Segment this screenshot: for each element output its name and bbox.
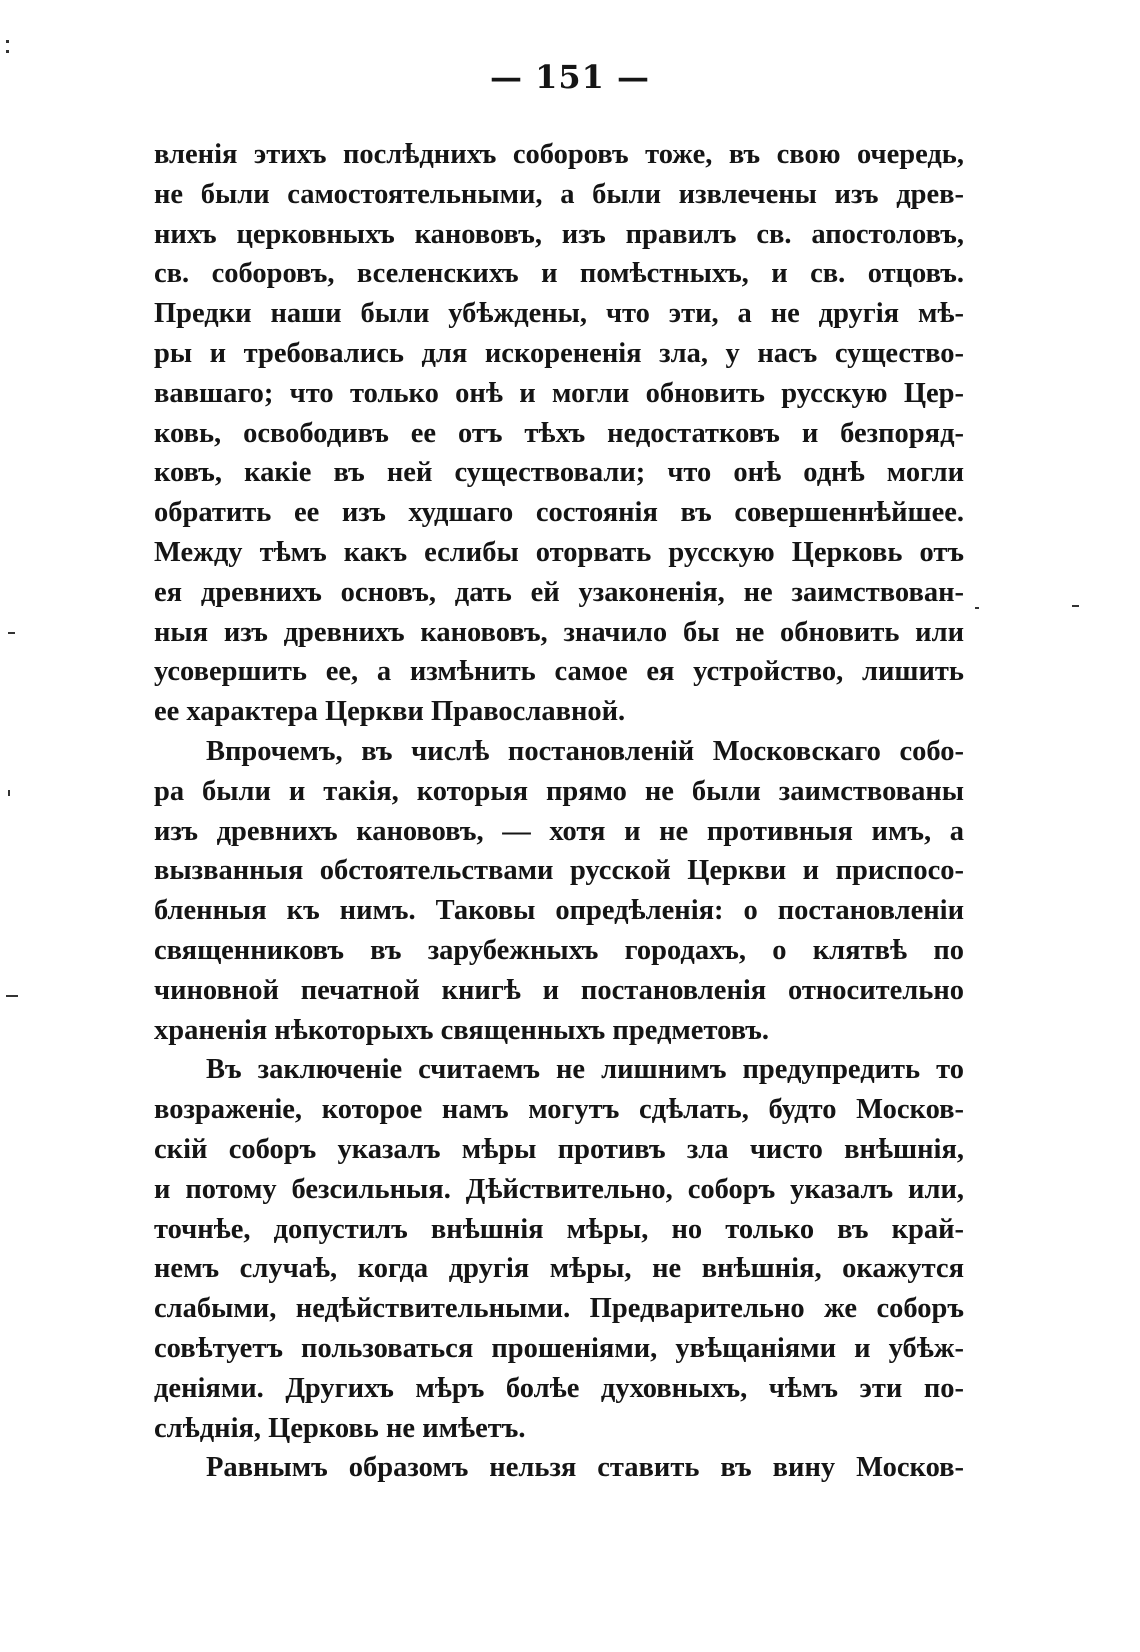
- scan-speck: [8, 632, 15, 634]
- text-line: слабыми, недѣйствительными. Предварительно же соборъ: [154, 1293, 964, 1325]
- scan-speck: [6, 995, 18, 997]
- scan-speck: [1072, 605, 1079, 607]
- text-line: вавшаго; что только онѣ и могли обновить русскую Цер-: [154, 377, 964, 409]
- text-line: чиновной печатной книгѣ и постановленія относительно: [154, 974, 964, 1006]
- text-line: изъ древнихъ канововъ, — хотя и не противныя имъ, а: [154, 815, 964, 847]
- text-line: Равнымъ образомъ нельзя ставить въ вину Москов-: [206, 1452, 964, 1484]
- text-line: усовершить ее, а измѣнить самое ея устройство, лишить: [154, 656, 964, 688]
- text-line: ея древнихъ основъ, дать ей узаконенія, не заимствован-: [154, 576, 964, 608]
- text-line: храненія нѣкоторыхъ священныхъ предметовъ.: [154, 1014, 770, 1046]
- text-line: Впрочемъ, въ числѣ постановленій Московскаго собо-: [206, 735, 964, 767]
- text-line: обратить ее изъ худшаго состоянія въ совершеннѣйшее.: [154, 497, 964, 529]
- text-line: возраженіе, которое намъ могутъ сдѣлать, будто Москов-: [154, 1094, 964, 1126]
- scan-speck: [8, 790, 10, 796]
- text-line: ковь, освободивъ ее отъ тѣхъ недостатковъ и безпоряд-: [154, 417, 964, 449]
- scan-speck: [975, 607, 979, 609]
- text-line: вызванныя обстоятельствами русской Церкви и приспосо-: [154, 855, 964, 887]
- scan-speck: [6, 50, 9, 53]
- text-line: ныя изъ древнихъ канововъ, значило бы не обновить или: [154, 616, 964, 648]
- scan-speck: [6, 40, 9, 43]
- text-line: св. соборовъ, вселенскихъ и помѣстныхъ, и св. отцовъ.: [154, 258, 964, 290]
- text-line: слѣднія, Церковь не имѣетъ.: [154, 1412, 526, 1444]
- text-line: Между тѣмъ какъ еслибы оторвать русскую Церковь отъ: [154, 536, 964, 568]
- text-line: не были самостоятельными, а были извлечены изъ древ-: [154, 178, 964, 210]
- text-line: ее характера Церкви Православной.: [154, 696, 626, 728]
- text-line: скій соборъ указалъ мѣры противъ зла чисто внѣшнія,: [154, 1133, 964, 1165]
- text-line: бленныя къ нимъ. Таковы опредѣленія: о постановленіи: [154, 895, 964, 927]
- text-line: точнѣе, допустилъ внѣшнія мѣры, но только въ край-: [154, 1213, 964, 1245]
- text-line: Въ заключеніе считаемъ не лишнимъ предупредить то: [206, 1054, 964, 1086]
- text-line: деніями. Другихъ мѣръ болѣе духовныхъ, чѣмъ эти по-: [154, 1372, 964, 1404]
- text-line: немъ случаѣ, когда другія мѣры, не внѣшнія, окажутся: [154, 1253, 964, 1285]
- text-line: нихъ церковныхъ канововъ, изъ правилъ св. апостоловъ,: [154, 218, 964, 250]
- text-line: вленія этихъ послѣднихъ соборовъ тоже, въ свою очередь,: [154, 139, 964, 170]
- text-line: ры и требовались для искорененія зла, у насъ существо-: [154, 337, 964, 369]
- text-line: и потому безсильныя. Дѣйствительно, соборъ указалъ или,: [154, 1173, 964, 1205]
- page-text: [154, 135, 964, 1488]
- text-line: ковъ, какіе въ ней существовали; что онѣ однѣ могли: [154, 457, 964, 489]
- text-line: священниковъ въ зарубежныхъ городахъ, о клятвѣ по: [154, 934, 964, 966]
- text-line: совѣтуетъ пользоваться прошеніями, увѣщаніями и убѣж-: [154, 1332, 964, 1364]
- page-number: — 151 —: [489, 58, 651, 96]
- text-line: ра были и такія, которыя прямо не были заимствованы: [154, 775, 964, 807]
- text-line: Предки наши были убѣждены, что эти, а не другія мѣ-: [154, 298, 964, 330]
